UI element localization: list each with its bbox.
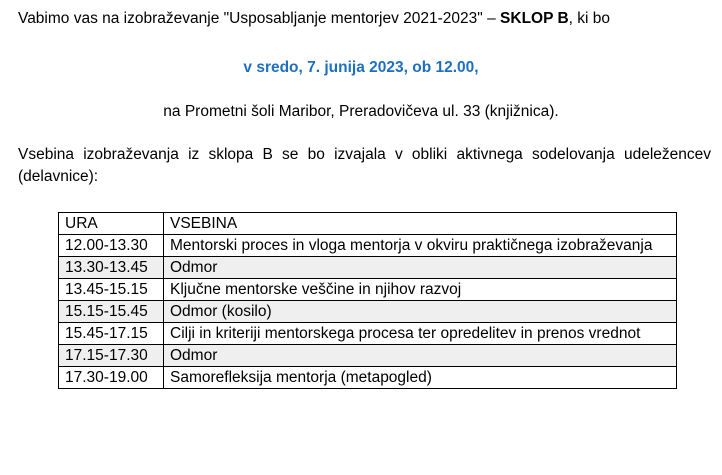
event-date: v sredo, 7. junija 2023, ob 12.00,: [243, 59, 479, 76]
row-time: 13.30-13.45: [59, 257, 164, 279]
row-time: 17.30-19.00: [59, 367, 164, 389]
intro-sklop-label: SKLOP B: [500, 10, 569, 27]
table-row: [59, 257, 677, 279]
row-content: Odmor: [164, 257, 677, 279]
intro-prefix: Vabimo vas na izobraževanje "Usposabljanje mentorjev 2021-2023" –: [18, 10, 501, 27]
table-row: [59, 235, 677, 257]
event-venue: na Prometni šoli Maribor, Preradovičeva ul. 33 (knjižnica).: [163, 103, 559, 120]
intro-suffix: , ki bo: [568, 10, 611, 27]
header-time: URA: [59, 213, 164, 235]
schedule-header-row: [59, 213, 677, 235]
table-row: [59, 367, 677, 389]
row-content: Mentorski proces in vloga mentorja v okviru praktičnega izobraževanja: [164, 235, 677, 257]
row-content: Cilji in kriteriji mentorskega procesa ter opredelitev in prenos vrednot: [164, 323, 677, 345]
table-row: [59, 279, 677, 301]
schedule-table: [58, 212, 677, 389]
row-content: Ključne mentorske veščine in njihov razvoj: [164, 279, 677, 301]
row-time: 13.45-15.15: [59, 279, 164, 301]
intro-paragraph: [18, 9, 610, 29]
content-description: Vsebina izobraževanja iz sklopa B se bo izvajala v obliki aktivnega sodelovanja udeležencev (delavnice):: [18, 146, 711, 185]
row-time: 17.15-17.30: [59, 345, 164, 367]
row-content: Odmor: [164, 345, 677, 367]
table-row: [59, 323, 677, 345]
row-time: 12.00-13.30: [59, 235, 164, 257]
table-row: [59, 345, 677, 367]
row-content: Odmor (kosilo): [164, 301, 677, 323]
row-content: Samorefleksija mentorja (metapogled): [164, 367, 677, 389]
row-time: 15.15-15.45: [59, 301, 164, 323]
row-time: 15.45-17.15: [59, 323, 164, 345]
header-content: VSEBINA: [164, 213, 677, 235]
table-row: [59, 301, 677, 323]
